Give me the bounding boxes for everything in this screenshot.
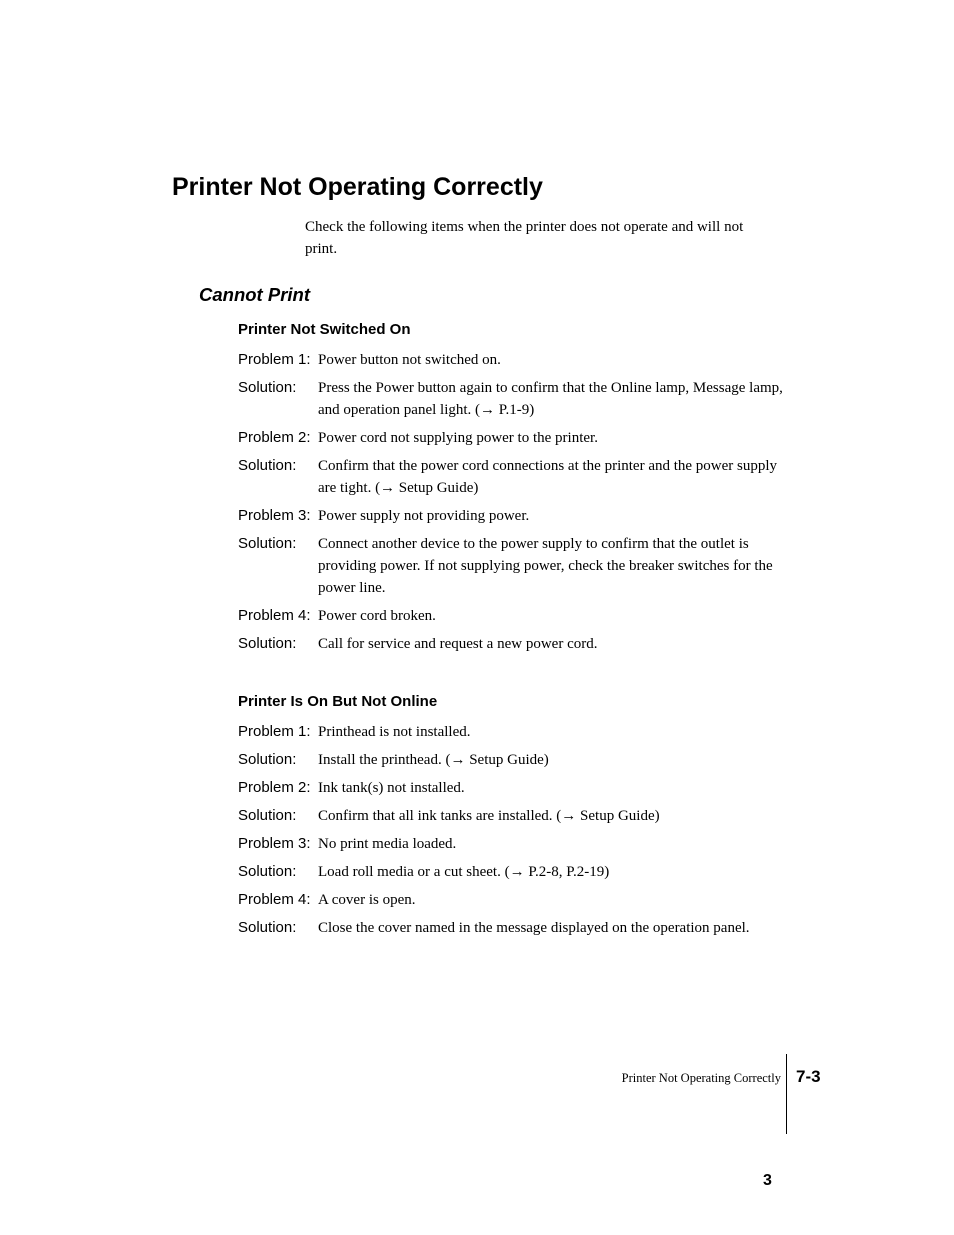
entry-text: Power supply not providing power. [318,508,530,524]
subsection-title: Printer Not Switched On [238,321,411,338]
entry-text: No print media loaded. [318,836,457,852]
subsection-printer-not-switched-on [238,321,783,661]
entry-label: Solution: [238,379,297,396]
entry-label: Problem 2: [238,779,311,796]
list-item [238,833,783,855]
section-title: Cannot Print [199,284,310,305]
entry-text: Printhead is not installed. [318,724,471,740]
entry-label: Problem 1: [238,351,311,368]
entry-label: Solution: [238,807,297,824]
entry-text: Power button not switched on. [318,352,501,368]
list-item [238,777,783,799]
entry-list [238,349,783,655]
footer-divider [786,1054,787,1134]
entry-label: Problem 4: [238,891,311,908]
entry-label: Solution: [238,457,297,474]
entry-text: Confirm that all ink tanks are installed. (→ Setup Guide) [318,808,660,824]
entry-label: Problem 3: [238,507,311,524]
list-item [238,377,783,421]
entry-label: Problem 3: [238,835,311,852]
list-item [238,455,783,499]
entry-text: A cover is open. [318,892,416,908]
entry-text: Call for service and request a new power cord. [318,636,598,652]
list-item [238,917,783,939]
entry-list [238,721,783,939]
entry-text: Power cord broken. [318,608,436,624]
page-number: 3 [763,1172,772,1189]
entry-label: Solution: [238,919,297,936]
footer-chapter-title: Printer Not Operating Correctly [621,1071,781,1085]
subsection-title: Printer Is On But Not Online [238,693,438,710]
list-item [238,605,783,627]
entry-text: Close the cover named in the message displayed on the operation panel. [318,920,750,936]
intro-paragraph: Check the following items when the printer does not operate and will not print. [305,219,744,257]
entry-text: Connect another device to the power supply to confirm that the outlet is providing power. If not supplying power, check the breaker switches for the power line. [318,536,773,596]
entry-label: Problem 2: [238,429,311,446]
page-title: Printer Not Operating Correctly [172,173,543,201]
list-item [238,427,783,449]
footer-chapter-page: 7-3 [796,1067,821,1086]
entry-text: Confirm that the power cord connections at the printer and the power supply are tight. (→ Setup Guide) [318,458,778,496]
entry-text: Press the Power button again to confirm that the Online lamp, Message lamp, and operation panel light. (→ P.1-9) [318,380,783,418]
subsection-printer-on-not-online [238,693,783,945]
list-item [238,861,783,883]
entry-label: Solution: [238,635,297,652]
list-item [238,633,783,655]
list-item [238,505,783,527]
entry-label: Solution: [238,751,297,768]
entry-text: Install the printhead. (→ Setup Guide) [318,752,549,768]
list-item [238,805,783,827]
list-item [238,533,783,599]
entry-text: Ink tank(s) not installed. [318,780,465,796]
list-item [238,349,783,371]
entry-label: Solution: [238,863,297,880]
entry-text: Load roll media or a cut sheet. (→ P.2-8, P.2-19) [318,864,610,880]
list-item [238,889,783,911]
entry-label: Problem 4: [238,607,311,624]
entry-label: Problem 1: [238,723,311,740]
list-item [238,721,783,743]
entry-label: Solution: [238,535,297,552]
list-item [238,749,783,771]
entry-text: Power cord not supplying power to the printer. [318,430,598,446]
